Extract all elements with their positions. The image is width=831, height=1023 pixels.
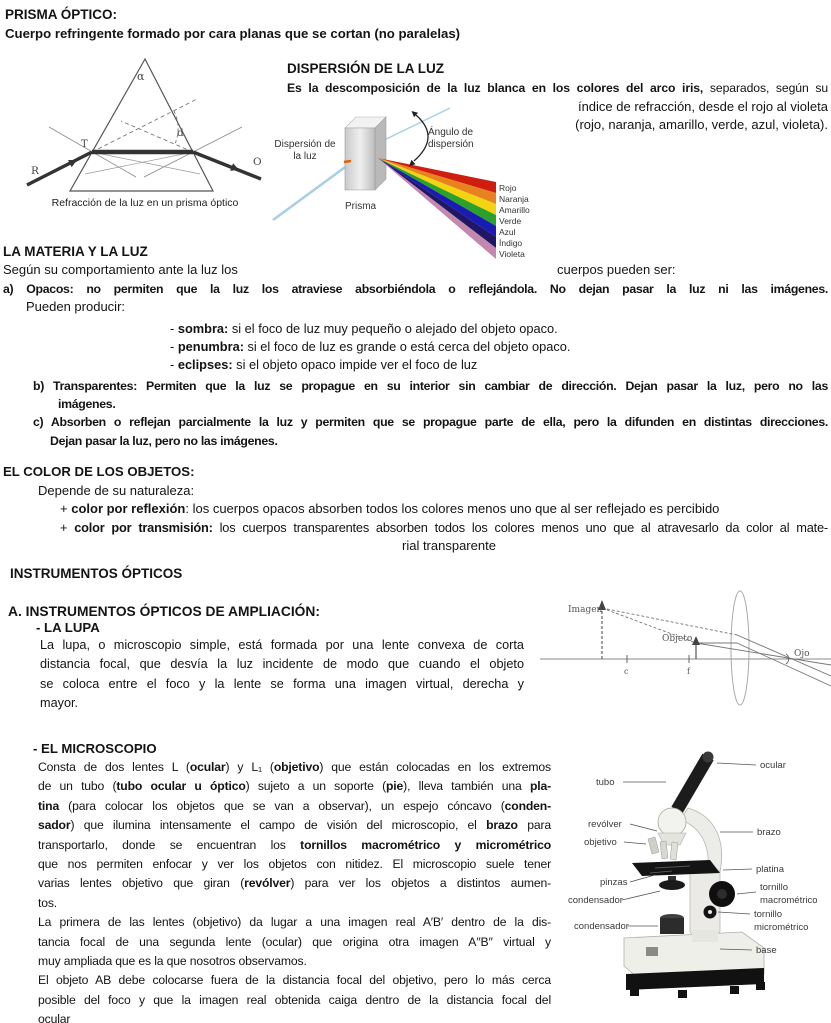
dispersion-line3: (rojo, naranja, amarillo, verde, azul, violeta). — [575, 117, 828, 132]
materia-intro-right: cuerpos pueden ser: — [557, 262, 676, 278]
color-label-violeta: Violeta — [499, 249, 525, 259]
fine-focus-knob-center — [708, 910, 712, 914]
coarse-focus-knob-center — [717, 889, 727, 899]
dispersion-left-label-line2: la luz — [293, 151, 317, 162]
microscope-head — [658, 808, 686, 836]
ampliacion-heading: A. INSTRUMENTOS ÓPTICOS DE AMPLIACIÓN: — [8, 604, 320, 619]
text-line: mayor. — [40, 695, 79, 710]
text-line: varias lentes objetivo que giran (revólver) para ver los objetos a distintos aumen- — [38, 876, 551, 891]
page-title: PRISMA ÓPTICO: — [5, 7, 118, 22]
text-line: tos. — [38, 895, 58, 910]
color-transmision-line: + color por transmisión: los cuerpos transparentes absorben todos los colores menos uno que al atravesarlo da color al mate- — [60, 519, 828, 535]
base-label: base — [756, 945, 777, 956]
objetivo-label: objetivo — [584, 837, 617, 848]
materia-item-b-line1: b) Transparentes: Permiten que la luz se propague en su interior sin cambiar de dirección. Dejan pasar la luz, pero no las — [33, 378, 828, 393]
dispersion-line2: índice de refracción, desde el rojo al violeta — [577, 99, 828, 114]
materia-bullets — [3, 320, 828, 375]
objeto-label: Objeto — [662, 634, 693, 644]
text-line: de un tubo (tubo ocular u óptico) sujeto a un soporte (pie), lleva también una pla- — [38, 779, 552, 794]
microscopio-paragraph — [30, 758, 557, 1023]
text-line: Consta de dos lentes L (ocular) y L₁ (objetivo) que están colocadas en los extremos — [38, 760, 552, 774]
color-label-azul: Azul — [499, 227, 516, 237]
materia-section — [3, 243, 828, 450]
text-line: - eclipses: si el objeto opaco impide ver el foco de luz — [170, 357, 478, 373]
materia-item-a: a) Opacos: no permiten que la luz los atraviese absorbiéndola o reflejándola. No dejan pasar la luz ni las imágenes. — [3, 281, 828, 296]
instrumentos-heading: INSTRUMENTOS ÓPTICOS — [10, 566, 183, 581]
virtual-ray — [602, 608, 737, 635]
microscope-figure — [560, 742, 831, 1014]
color-reflexion-line: + color por reflexión: los cuerpos opacos absorben todos los colores menos uno que al ser reflejado es percibido — [60, 501, 720, 517]
text-line: distancia focal, que desvía la luz incidente de modo que cuando el objeto — [40, 657, 524, 672]
d-angle-label: d — [177, 127, 184, 139]
color-objetos-heading: EL COLOR DE LOS OBJETOS: — [3, 464, 195, 479]
text-line: se coloca entre el foco y la lente se forma una imagen virtual, derecha y — [40, 676, 524, 691]
microscopio-section — [30, 741, 557, 1023]
platina-label: platina — [756, 864, 784, 875]
color-label-amarillo: Amarillo — [499, 205, 530, 215]
arrowhead — [692, 636, 700, 645]
base-foot — [756, 982, 765, 990]
angle-label-line2: dispersión — [428, 139, 474, 150]
materia-item-c-line1: c) Absorben o reflejan parcialmente la luz y permiten que se propague parte de ella, pero la difunden en distintas direcciones. — [33, 415, 828, 430]
lupa-paragraph — [8, 636, 535, 713]
ampliacion-section — [8, 604, 535, 713]
color-label-verde: Verde — [499, 216, 522, 226]
light-entry-glint — [344, 161, 351, 162]
materia-intro-left: Según su comportamiento ante la luz los — [3, 262, 238, 278]
condenser-lens — [659, 880, 685, 890]
t-point-label: T — [81, 139, 88, 150]
refracted-ray — [737, 643, 831, 686]
prism-refraction-figure — [25, 52, 275, 212]
base-foot — [678, 990, 687, 998]
color-label-naranja: Naranja — [499, 194, 529, 204]
text-line: transportarlo, donde se encuentran los tornillos macrométrico y micrométrico — [38, 837, 551, 852]
lupa-lens-figure — [540, 586, 831, 711]
text-line: - sombra: si el foco de luz muy pequeño o alejado del objeto opaco. — [170, 320, 558, 336]
text-line: tancia focal de una segunda lente (ocular) que origina otra imagen A′′B′′ virtual y — [38, 934, 551, 949]
alpha-label: α — [137, 70, 145, 83]
text-line: muy ampliada que es la que nosotros observamos. — [38, 954, 307, 969]
condensador-label-2: condensador — [574, 921, 629, 932]
text-line: La lupa, o microscopio simple, está formada por una lente convexa de corta — [40, 638, 524, 652]
revolver-label: revólver — [588, 819, 622, 830]
page-subtitle: Cuerpo refringente formado por cara planas que se cortan (no paralelas) — [5, 26, 461, 41]
dispersion-figure — [265, 105, 550, 265]
prism-figure-caption: Refracción de la luz en un prisma óptico — [51, 197, 239, 209]
dispersion-heading: DISPERSIÓN DE LA LUZ — [287, 61, 445, 76]
microscope-tube — [671, 754, 713, 814]
base-foot — [730, 986, 739, 994]
prism-side-face — [375, 117, 386, 190]
prism-label: Prisma — [345, 201, 377, 212]
base-foot — [630, 988, 639, 996]
tornillo-micro-label-1: tornillo — [754, 909, 782, 920]
construction-line — [85, 152, 193, 174]
tornillo-macro-label-2: macrométrico — [760, 895, 818, 906]
dispersion-left-label-line1: Dispersión de — [274, 139, 336, 150]
base-plate-detail — [646, 947, 658, 956]
tornillo-micro-label-2: micrométrico — [754, 922, 809, 933]
pinzas-label: pinzas — [600, 877, 628, 888]
text-line: sador) que ilumina intensamente el campo de visión del microscopio, el brazo para — [38, 818, 551, 833]
ojo-label: Ojo — [794, 649, 810, 659]
lupa-heading: - LA LUPA — [36, 620, 100, 635]
microscopio-heading: - EL MICROSCOPIO — [33, 741, 157, 756]
text-line: que nos permiten enfocar y ver los objetos con nitidez. El microscopio suele tener — [38, 857, 551, 872]
materia-heading: LA MATERIA Y LA LUZ — [3, 244, 148, 259]
illuminator-body — [660, 918, 684, 934]
color-label-indigo: Índigo — [499, 238, 523, 248]
exit-ray-label: O — [253, 156, 262, 168]
color-objetos-line1: Depende de su naturaleza: — [38, 482, 195, 498]
dispersion-line1: Es la descomposición de la luz blanca en los colores del arco iris, separados, según su — [287, 81, 828, 95]
c-tick-label: c — [624, 667, 629, 676]
condensador-label-1: condensador — [568, 895, 623, 906]
text-line: posible del foco y que la imagen real obtenida caiga dentro de la distancia focal del — [38, 992, 551, 1007]
prism-front-face — [345, 128, 375, 190]
text-line: ocular — [38, 1012, 71, 1023]
eyepiece — [703, 752, 714, 763]
tubo-label: tubo — [596, 777, 615, 788]
color-label-rojo: Rojo — [499, 183, 517, 193]
incident-ray-label: R — [31, 165, 39, 177]
color-objetos-section — [3, 463, 828, 556]
brazo-label: brazo — [757, 827, 781, 838]
imagen-label: Imagen — [568, 605, 603, 615]
objective-lens — [648, 837, 659, 854]
refracted-ray — [737, 635, 831, 676]
angle-label-line1: Ángulo de — [428, 127, 474, 138]
ocular-label: ocular — [760, 760, 786, 771]
materia-item-b-line2: imágenes. — [58, 396, 116, 411]
f-tick-label: f — [687, 667, 690, 676]
construction-line — [92, 152, 200, 174]
materia-pueden: Pueden producir: — [26, 299, 126, 315]
materia-intro — [3, 261, 828, 279]
text-line: El objeto AB debe colocarse fuera de la distancia focal del objetivo, pero lo más cerca — [38, 973, 551, 988]
text-line: - penumbra: si el foco de luz es grande o está cerca del objeto opaco. — [170, 338, 571, 354]
text-line: tina (para colocar los objetos que se van a observar), un espejo cóncavo (conden- — [38, 798, 551, 813]
convex-lens — [731, 591, 749, 705]
exit-ray — [193, 152, 261, 179]
tornillo-macro-label-1: tornillo — [760, 882, 788, 893]
materia-item-c-line2: Dejan pasar la luz, pero no las imágenes. — [50, 433, 278, 448]
text-line: La primera de las lentes (objetivo) da lugar a una imagen real A′B′ dentro de la dis- — [38, 915, 551, 930]
color-transmision-cont: rial transparente — [402, 538, 496, 554]
column-base-joint — [692, 930, 718, 942]
